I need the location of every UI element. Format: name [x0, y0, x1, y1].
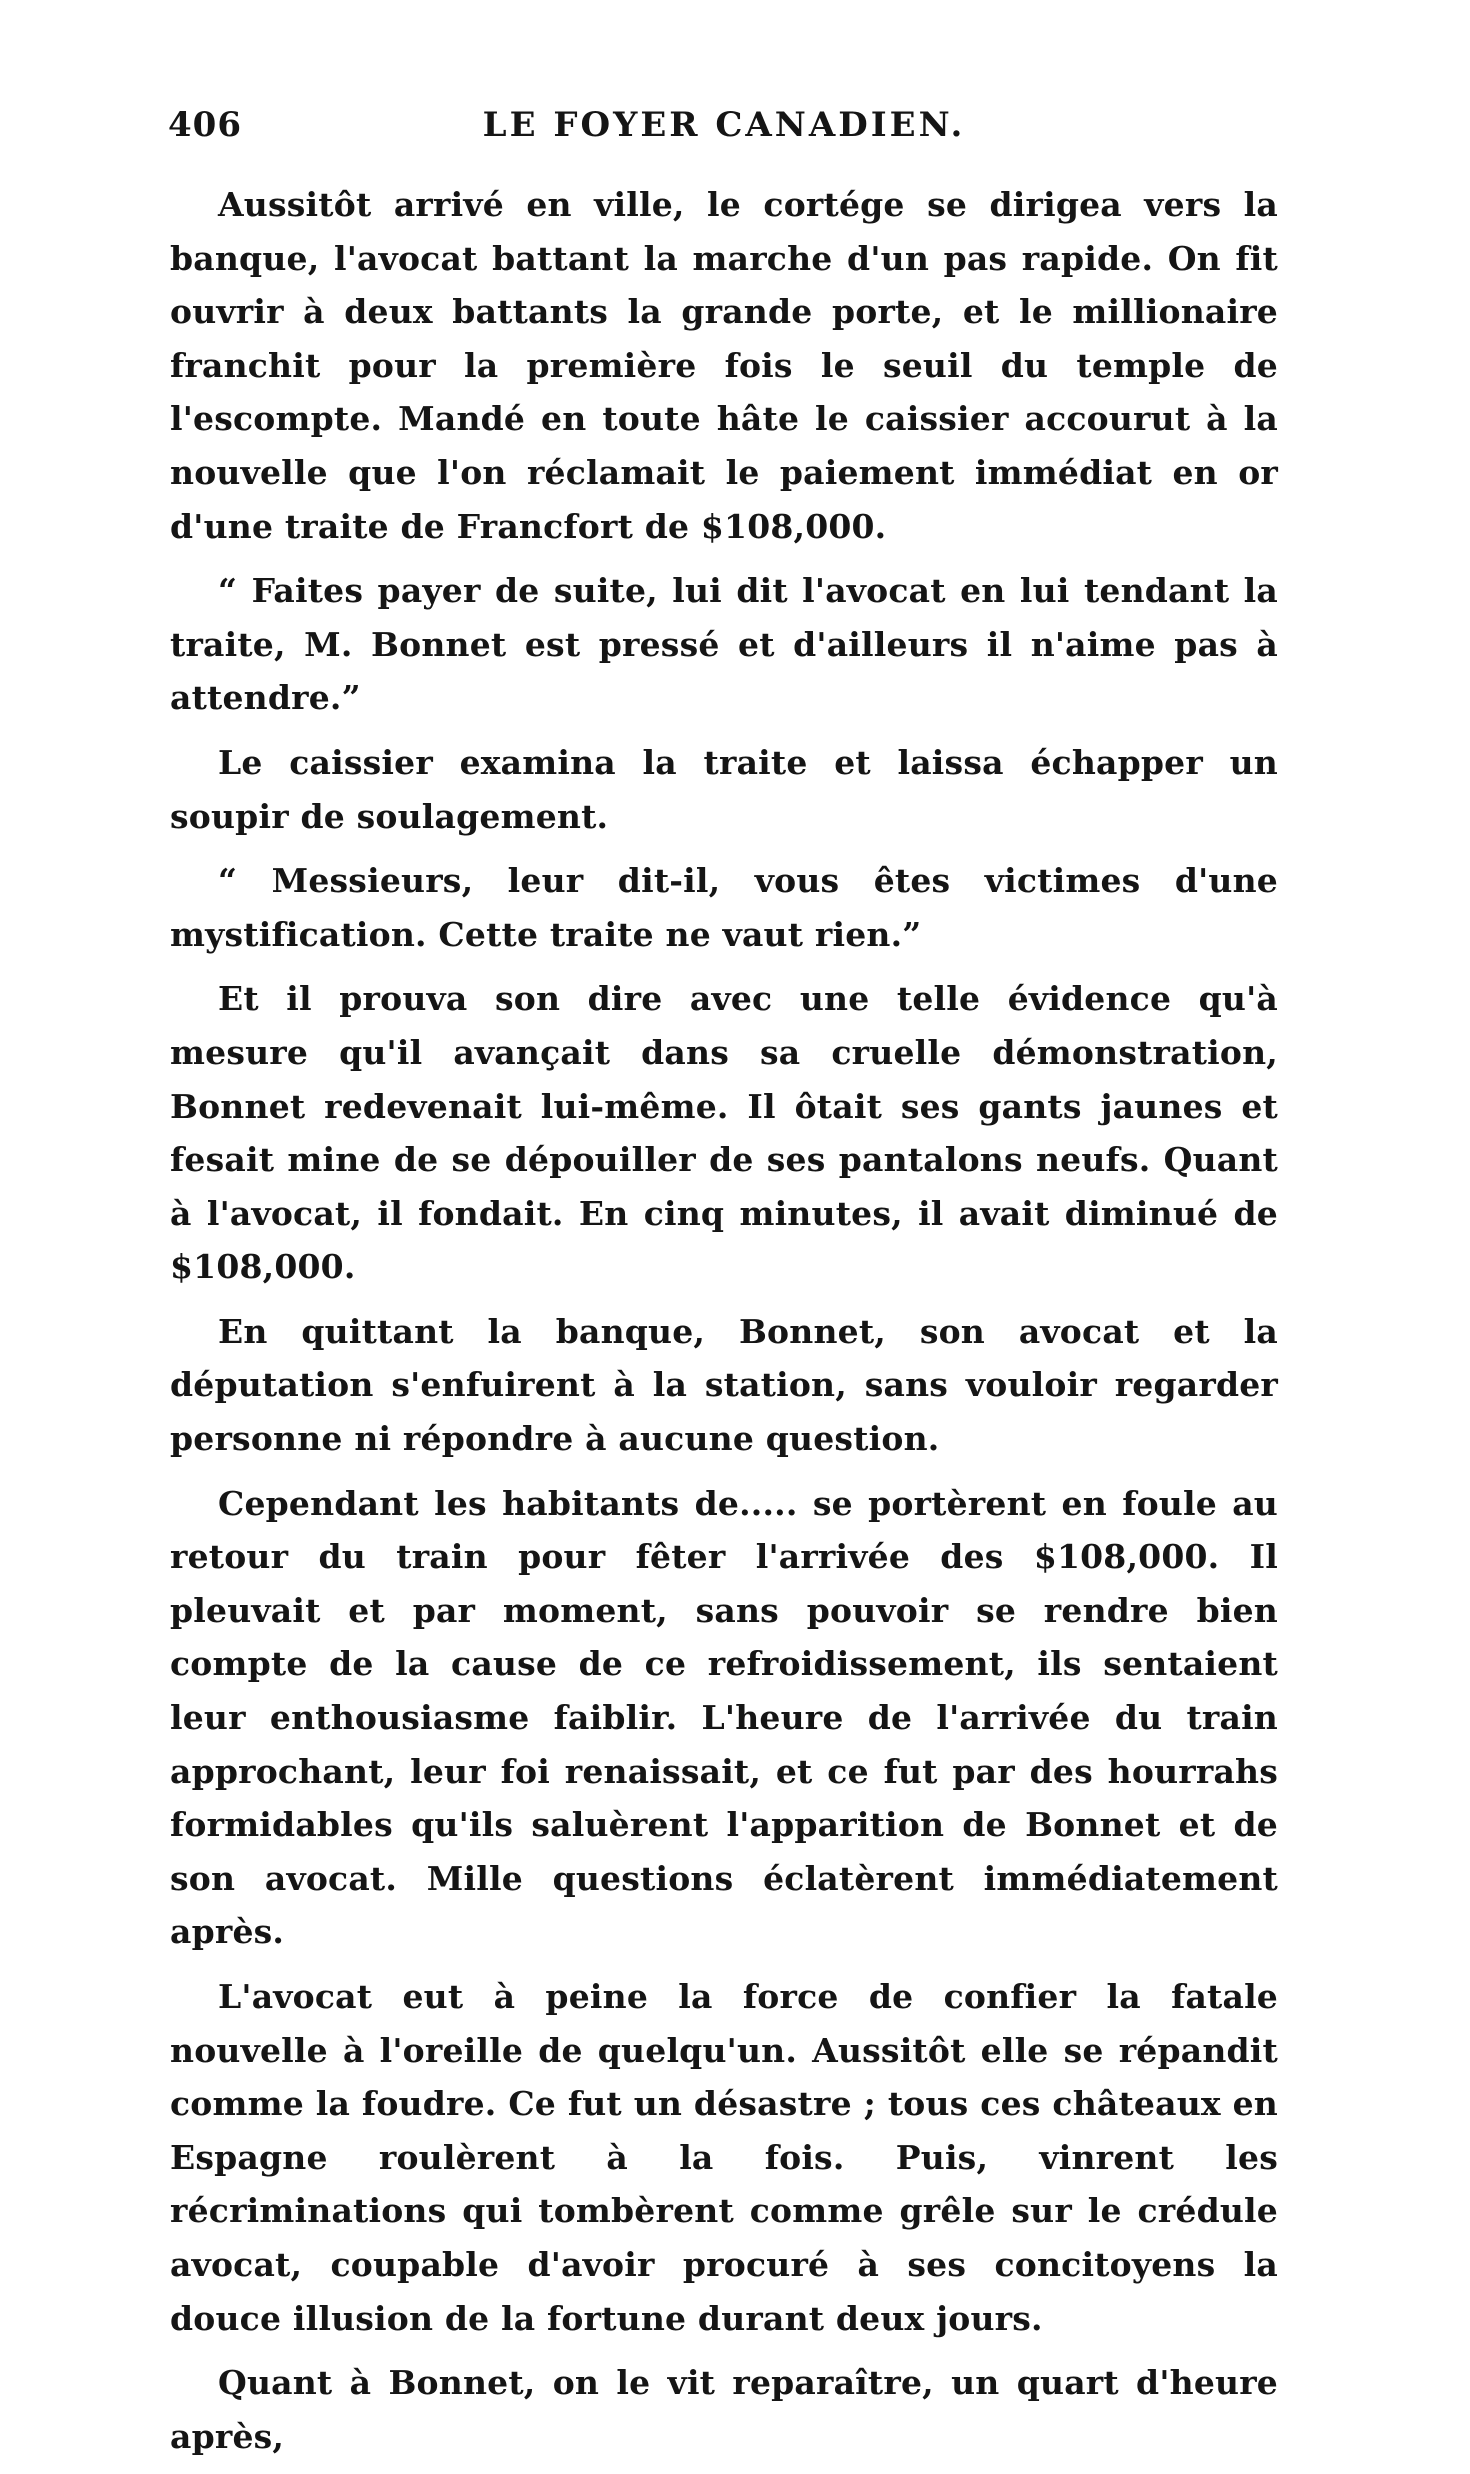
paragraph: Quant à Bonnet, on le vit reparaître, un quart d'heure après, [170, 2363, 1278, 2456]
paragraph: “ Faites payer de suite, lui dit l'avocat en lui tendant la traite, M. Bonnet est pressé et d'ailleurs il n'aime pas à attendre.” [170, 571, 1278, 718]
paragraph: Cependant les habitants de..... se portèrent en foule au retour du train pour fêter l'arrivée des $108,000. Il pleuvait et par moment, sans pouvoir se rendre bien compte de la cause de ce refroidissement, ils sentaient leur enthousiasme faiblir. L'heure de l'arrivée du train approchant, leur foi renaissait, et ce fut par des hourrahs formidables qu'ils saluèrent l'apparition de Bonnet et de son avocat. Mille questions éclatèrent immédiatement après. [170, 1483, 1278, 1952]
page-number: 406 [168, 105, 242, 145]
paragraph: “ Messieurs, leur dit-il, vous êtes victimes d'une mystification. Cette traite ne vaut rien.” [170, 861, 1278, 954]
paragraph: Le caissier examina la traite et laissa échapper un soupir de soulagement. [170, 742, 1278, 836]
paragraph: En quittant la banque, Bonnet, son avocat et la députation s'enfuirent à la station, sans vouloir regarder personne ni répondre à aucune question. [170, 1311, 1278, 1459]
running-head [168, 105, 1280, 165]
paragraph: Aussitôt arrivé en ville, le cortége se dirigea vers la banque, l'avocat battant la marche d'un pas rapide. On fit ouvrir à deux battants la grande porte, et le millionaire franchit pour la première fois le seuil du temple de l'escompte. Mandé en toute hâte le caissier accourut à la nouvelle que l'on réclamait le paiement immédiat en or d'une traite de Francfort de $108,000. [170, 185, 1278, 546]
running-title: LE FOYER CANADIEN. [482, 105, 966, 145]
paragraph: L'avocat eut à peine la force de confier la fatale nouvelle à l'oreille de quelqu'un. Aussitôt elle se répandit comme la foudre. Ce fut un désastre ; tous ces châteaux en Espagne roulèrent à la fois. Puis, vinrent les récriminations qui tombèrent comme grêle sur le crédule avocat, coupable d'avoir procuré à ses concitoyens la douce illusion de la fortune durant deux jours. [170, 1977, 1278, 2338]
paragraph: Et il prouva son dire avec une telle évidence qu'à mesure qu'il avançait dans sa cruelle démonstration, Bonnet redevenait lui-même. Il ôtait ses gants jaunes et fesait mine de se dépouiller de ses pantalons neufs. Quant à l'avocat, il fondait. En cinq minutes, il avait diminué de $108,000. [170, 979, 1278, 1287]
body-text [170, 178, 1278, 2474]
